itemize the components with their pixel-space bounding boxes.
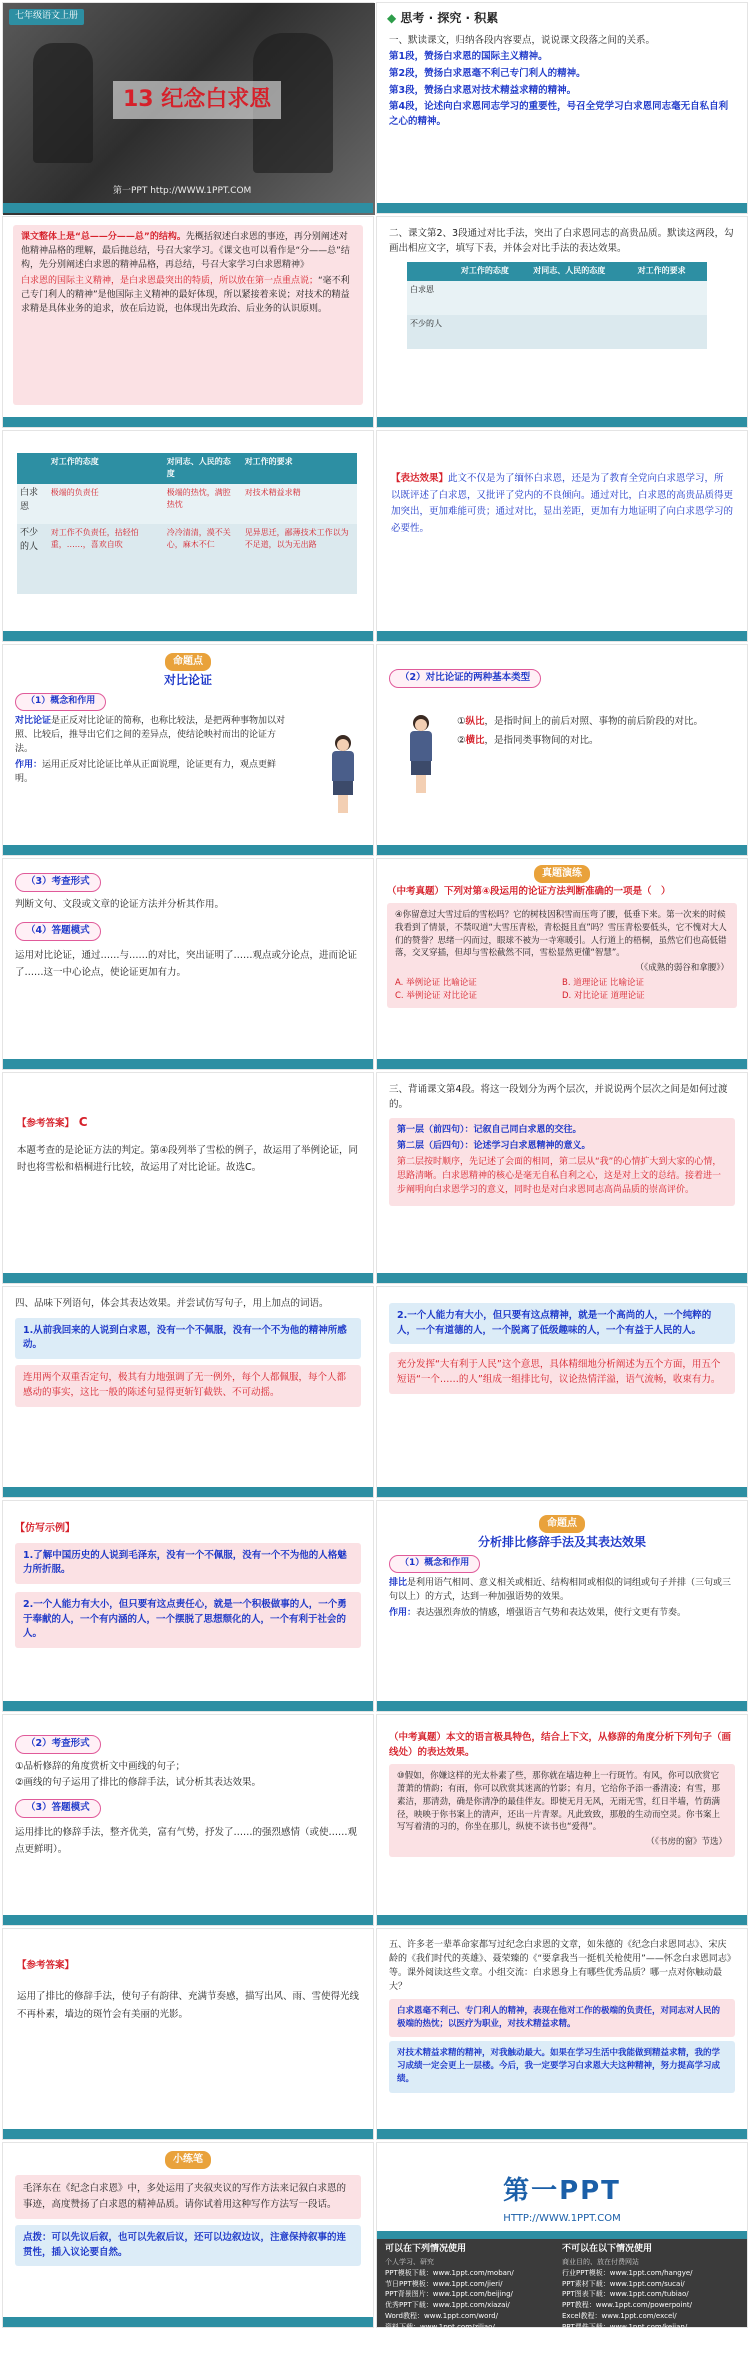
slide-real-exam bbox=[376, 858, 748, 1070]
brand-url: HTTP://WWW.1PPT.COM bbox=[503, 2213, 621, 2225]
cover-figure-1 bbox=[33, 43, 93, 163]
practice-text: 毛泽东在《纪念白求恩》中，多处运用了夹叙夹议的写作方法来记叙白求恩的事迹，高度赞扬了白求恩的精神品质。请你试着用这种写作方法写一段话。 bbox=[15, 2175, 361, 2219]
imitation-label: 【仿写示例】 bbox=[15, 1523, 75, 1534]
option-a[interactable]: A. 举例论证 比喻论证 bbox=[395, 977, 477, 988]
slide-reference-answer-2 bbox=[2, 1928, 374, 2140]
compare-table-empty: 对工作的态度 对同志、人民的态度 对工作的要求 白求恩 不少的人 bbox=[407, 262, 707, 348]
teal-footer-bar bbox=[3, 631, 373, 641]
slide-parallelism: 命题点 分析排比修辞手法及其表达效果 （1）概念和作用 排比是利用语气相同、意义相关或相近、结构相同或相似的词组或句子并排（三句或三句以上）的方式，达到一种加强语势的效果。 作用：表达强烈奔放的情感，增强语言气势和表达效果，使行文更有节奏。 bbox=[376, 1500, 748, 1712]
sentence-2: 2.一个人能力有大小，但只要有这点精神，就是一个高尚的人，一个纯粹的人，一个有道德的人，一个脱离了低级趣味的人，一个有益于人民的人。 bbox=[389, 1303, 735, 1344]
section-header: ◆ 思考 · 探究 · 积累 bbox=[387, 11, 499, 25]
slide-practice bbox=[2, 2142, 374, 2328]
slide-contrast-types bbox=[376, 644, 748, 856]
brand-banner bbox=[377, 2143, 747, 2239]
real-exam-question: （中考真题）下列对第④段运用的论证方法判断准确的一项是（ ） bbox=[387, 885, 671, 897]
option-b[interactable]: B. 道理论证 比喻论证 bbox=[562, 977, 644, 988]
slide-contrast-argument: 命题点 对比论证 （1）概念和作用 对比论证是正反对比论证的简称，也称比较法，是把两种事物加以对照、比较后，推导出它们之间的差异点，使结论映衬而出的论证方法。 作用：运用正反对比论证比单从正面说理，论证更有力，观点更鲜明。 bbox=[2, 644, 374, 856]
teal-footer-bar bbox=[3, 2317, 373, 2327]
pill-types: （2）对比论证的两种基本类型 bbox=[389, 669, 541, 688]
teal-footer-bar bbox=[377, 203, 747, 213]
slide-compare-answer bbox=[2, 430, 374, 642]
teal-footer-bar bbox=[377, 1059, 747, 1069]
teal-footer-bar bbox=[3, 2129, 373, 2139]
teal-footer-bar bbox=[377, 631, 747, 641]
slide-cover bbox=[2, 2, 374, 214]
practice-badge: 小练笔 bbox=[165, 2151, 211, 2169]
teacher-illustration bbox=[329, 735, 357, 815]
question-1: 一、默读课文，归纳各段内容要点，说说课文段落之间的关系。 bbox=[389, 34, 656, 46]
real-exam-passage: ⑩假如，你嫌这样的光太朴素了些，那你就在墙边种上一行斑竹。有风，你可以欣赏它萧萧的情韵；有雨，你可以欣赏其迷离的竹影；有月，它给你予添一番清凌；有雪，那素洁，那清劲，确是你清净的最佳伴友。即使无月无风，无雨无雪，红日半墙，竹荫满径，映映于你书案上的清声，还出一片青翠。凡此致致，那般的生动而空灵。你书案上写写着清的习的，你坐在那儿，纵使不读书也“爱得”。 （《书房的窗》节选） bbox=[389, 1764, 735, 1857]
teal-footer-bar bbox=[377, 1487, 747, 1497]
slide-exam-form bbox=[2, 858, 374, 1070]
teal-footer-bar bbox=[3, 1059, 373, 1069]
answer-label: 【参考答案】 bbox=[17, 1960, 75, 1971]
exam-form-2: ②画线的句子运用了排比的修辞手法，试分析其表达效果。 bbox=[15, 1777, 262, 1789]
answer-1: 第1段，赞扬白求恩的国际主义精神。 bbox=[389, 51, 548, 63]
imitation-example-1: 1.了解中国历史的人说到毛泽东，没有一个不佩服，没有一个不为他的人格魅力所折服。 bbox=[15, 1543, 361, 1584]
slide-effect bbox=[376, 430, 748, 642]
slide-ad bbox=[376, 2142, 748, 2353]
teal-footer-bar bbox=[377, 417, 747, 427]
slide-structure bbox=[2, 216, 374, 428]
teal-footer-bar bbox=[377, 1915, 747, 1925]
option-d[interactable]: D. 对比论证 道理论证 bbox=[562, 990, 645, 1001]
pill-answer-mode: （3）答题模式 bbox=[15, 1799, 101, 1818]
slide-sentence-2 bbox=[376, 1286, 748, 1498]
sentence-1-analysis: 连用两个双重否定句，极其有力地强调了无一例外，每个人都佩服，每个人都感动的事实，这比一般的陈述句显得更斩钉截铁、不可动摇。 bbox=[15, 1365, 361, 1406]
real-exam-passage: ④你留意过大雪过后的雪松吗？它的树枝因积雪而压弯了腰，低垂下来。第一次来的时候我看到了情景，不禁叹道“大雪压青松，青松挺且直”吗？雪压青松要低头，它不愧对大人们的赞誉？思绪一闪而过，眼球不被为一寺寒暖引。人行道上的梧桐，虽然它们也高低错落，交叉穿插，但却与雪松截然不同，雪松显然更懂“智慧”。 （《成熟的弱谷和拿腰》） A. 举例论证 比喻论证 B. 道理论证 比喻论证 C. 举例论证 对比论证 D. 对比论证 道理论证 bbox=[387, 903, 737, 1008]
slide-reference-answer-1 bbox=[2, 1072, 374, 1284]
structure-analysis: 课文整体上是“总——分——总”的结构。先概括叙述白求恩的事迹，再分别阐述对他精神品格的理解，最后抛总结，号召大家学习。《课文也可以看作是“分——总”结构，先分别阐述白求恩的精神品格，再总结，号召大家学习白求恩精神》 白求恩的国际主义精神，是白求恩最突出的特质，所以放在第一点重点说；“毫不利己专门利人的精神”是他国际主义精神的最好体现，所以紧接着来说；对技术的精益求精是具体业务的追求，放在后边说，也体现出先政治、后业务的认识原则。 bbox=[13, 225, 363, 405]
question-2: 二、课文第2、3段通过对比手法，突出了白求恩同志的高贵品质。默读这两段，勾画出相应文字，填写下表，并体会对比手法的表达效果。 bbox=[389, 228, 734, 254]
option-c[interactable]: C. 举例论证 对比论证 bbox=[395, 990, 478, 1001]
teal-footer-bar bbox=[3, 203, 373, 213]
type-horizontal: ②横比，是指同类事物间的对比。 bbox=[457, 735, 599, 747]
question-3: 三、背诵课文第4段。将这一段划分为两个层次，并说说两个层次之间是如何过渡的。 bbox=[389, 1084, 728, 1110]
exam-form-1: ①品析修辞的角度赏析文中画线的句子； bbox=[15, 1760, 186, 1772]
real-exam-question: （中考真题）本文的语言极具特色，结合上下文，从修辞的角度分析下列句子（画线处）的表达效果。 bbox=[389, 1732, 732, 1758]
answer-label: 【参考答案】 C bbox=[17, 1115, 88, 1129]
slide-parallelism-exam bbox=[2, 1714, 374, 1926]
sentence-1: 1.从前我回来的人说到白求恩，没有一个不佩服，没有一个不为他的精神所感动。 bbox=[15, 1318, 361, 1359]
recite-answer: 第一层（前四句）：记叙自己同白求恩的交往。 第二层（后四句）：论述学习白求恩精神的意义。 第二层按时顺序，先记述了会面的相同，第二层从“我”的心情扩大到大家的心情，思路清晰。白求恩精神的核心是毫无自私自利之心，这是对上文的总结。接着进一步阐明向白求恩学习的意义，同时也是对白求恩同志高尚品质的崇高评价。 bbox=[389, 1118, 735, 1206]
pill-concept: （1）概念和作用 bbox=[389, 1555, 480, 1573]
type-vertical: ①纵比，是指时间上的前后对照、事物的前后阶段的对比。 bbox=[457, 716, 704, 727]
real-exam-badge: 真题演练 bbox=[534, 865, 590, 883]
pill-exam-form: （2）考查形式 bbox=[15, 1735, 101, 1754]
reading-answer-2: 对技术精益求精的精神，对我触动最大。如果在学习生活中我能做到精益求精，我的学习成绩一定会更上一层楼。今后，我一定要学习白求恩大夫这种精神，努力提高学习成绩。 bbox=[389, 2041, 735, 2093]
effect-text: 【表达效果】此文不仅是为了缅怀白求恩，还是为了教育全党向白求恩学习，所以既评述了白求恩，又批评了党内的不良倾向。通过对比，白求恩的高贵品质得更加突出，更加难能可贵；通过对比，显出差距，更加有力地证明了向白求恩学习的必要性。 bbox=[391, 473, 734, 534]
slide-extended-reading bbox=[376, 1928, 748, 2140]
topic-badge: 命题点 bbox=[539, 1515, 585, 1533]
answer-4: 第4段，论述向白求恩同志学习的重要性，号召全党学习白求恩同志毫无自私自利之心的精神。 bbox=[389, 101, 729, 128]
question-5: 五、许多老一辈革命家都写过纪念白求恩的文章，如朱德的《纪念白求恩同志》、宋庆龄的《我们时代的英雄》、聂荣臻的《“要拿我当一挺机关枪使用”——怀念白求恩同志》等。课外阅读这些文章。小组交流：白求恩身上有哪些优秀品质？哪一点对你触动最大？ bbox=[389, 1940, 732, 1992]
answer-mode-text: 运用排比的修辞手法，整齐优美，富有气势，抒发了……的强烈感情（或使……观点更鲜明）。 bbox=[15, 1826, 358, 1855]
answer-3: 第3段，赞扬白求恩对技术精益求精的精神。 bbox=[389, 84, 577, 96]
teal-footer-bar bbox=[3, 1273, 373, 1283]
slide-imitation bbox=[2, 1500, 374, 1712]
teal-footer-bar bbox=[3, 1915, 373, 1925]
reading-answer-1: 白求恩毫不利己、专门利人的精神，表现在他对工作的极端的负责任，对同志对人民的极端的热忱；以医疗为职业，对技术精益求精。 bbox=[389, 1999, 735, 2037]
teal-footer-bar bbox=[377, 2129, 747, 2139]
topic-title: 分析排比修辞手法及其表达效果 bbox=[477, 1534, 646, 1549]
diamond-icon: ◆ bbox=[387, 11, 397, 25]
lesson-title: 13 纪念白求恩 bbox=[113, 81, 281, 119]
exam-form-text: 判断文句、文段或文章的论证方法并分析其作用。 bbox=[15, 898, 225, 910]
teal-footer-bar bbox=[377, 845, 747, 855]
practice-tip: 点拨：可以先议后叙，也可以先叙后议，还可以边叙边议，注意保持叙事的连贯性，插入议论要自然。 bbox=[15, 2225, 361, 2266]
teal-footer-bar bbox=[377, 1273, 747, 1283]
watermark: 第一PPT http://WWW.1PPT.COM bbox=[113, 186, 252, 196]
teal-footer-bar bbox=[377, 1701, 747, 1711]
teal-footer-bar bbox=[3, 417, 373, 427]
teal-footer-bar bbox=[3, 845, 373, 855]
answer-explanation: 运用了排比的修辞手法，使句子有韵律、充满节奏感，描写出风、雨、雪使得光线不再朴素，墙边的斑竹会有美丽的光影。 bbox=[17, 1990, 360, 2020]
teal-footer-bar bbox=[3, 1487, 373, 1497]
answer-mode-text: 运用对比论证，通过……与……的对比，突出证明了……观点或分论点，进而论证了……这一中心论点，使论证更加有力。 bbox=[15, 950, 358, 979]
topic-badge: 命题点 bbox=[165, 653, 211, 671]
imitation-example-2: 2.一个人能力有大小，但只要有这点责任心，就是一个积极做事的人，一个勇于奉献的人，一个有内涵的人，一个摆脱了思想颓化的人，一个有利于社会的人。 bbox=[15, 1592, 361, 1648]
compare-table-filled: 对工作的态度 对同志、人民的态度 对工作的要求 白求恩 极端的负责任 极端的热忱，满腔热忱 对技术精益求精 不少的人 对工作不负责任，拈轻怕重，……，喜欢自吹 冷冷清清，漠不关心，麻木不仁 见异思迁，鄙薄技术工作以为不足道，以为无出路 bbox=[17, 453, 357, 594]
pill-answer-mode: （4）答题模式 bbox=[15, 922, 101, 941]
question-4: 四、品味下列语句，体会其表达效果。并尝试仿写句子，用上加点的词语。 bbox=[15, 1298, 329, 1309]
teacher-illustration bbox=[407, 715, 435, 795]
answer-explanation: 本题考查的是论证方法的判定。第④段列举了雪松的例子，故运用了举例论证，同时也将雪松和梧桐进行比较，故运用了对比论证。故选C。 bbox=[17, 1144, 359, 1173]
sentence-2-analysis: 充分发挥“大有利于人民”这个意思，具体精细地分析阐述为五个方面，用五个短语“一个……的人”组成一组排比句，议论热情洋溢，语气流畅，收束有力。 bbox=[389, 1352, 735, 1393]
grade-badge: 七年级语文上册 bbox=[9, 9, 84, 25]
topic-title: 对比论证 bbox=[163, 672, 212, 687]
pill-exam-form: （3）考查形式 bbox=[15, 873, 101, 892]
brand-logo: 第一PPT bbox=[503, 2176, 621, 2206]
teal-footer-bar bbox=[3, 1701, 373, 1711]
slide-sentence-1 bbox=[2, 1286, 374, 1498]
ad-info: 可以在下列情况使用 个人学习、研究 PPT模板下载：www.1ppt.com/moban/ 节日PPT模板：www.1ppt.com/jieri/ PPT背景图片：www.1ppt.com/beijing/ 优秀PPT下载：www.1ppt.com/xiazai/ Word教程：www.1ppt.com/word/ 资料下载：www.1ppt.com/ziliao/ 范文下载：www.1ppt.com/fanwen/ 教案下载：www.1ppt.com/jiaoan/ 不可以在以下情况使用 商业目的、放在付费网站 行业PPT模板：www.1ppt.com/hangye/ PPT素材下载：www.1ppt.com/sucai/ PPT图表下载：www.1ppt.com/tubiao/ PPT教程：www.1ppt.com/powerpoint/ Excel教程：www.1ppt.com/excel/ PPT课件下载：www.1ppt.com/kejian/ 试卷下载：www.1ppt.com/shiti/ 字体下载：www.1ppt.com/ziti/ bbox=[377, 2239, 747, 2327]
slide-parallelism-real-exam bbox=[376, 1714, 748, 1926]
slide-compare-table bbox=[376, 216, 748, 428]
slide-think bbox=[376, 2, 748, 214]
slide-recite bbox=[376, 1072, 748, 1284]
answer-2: 第2段，赞扬白求恩毫不利己专门利人的精神。 bbox=[389, 68, 586, 80]
pill-concept: （1）概念和作用 bbox=[15, 693, 106, 711]
